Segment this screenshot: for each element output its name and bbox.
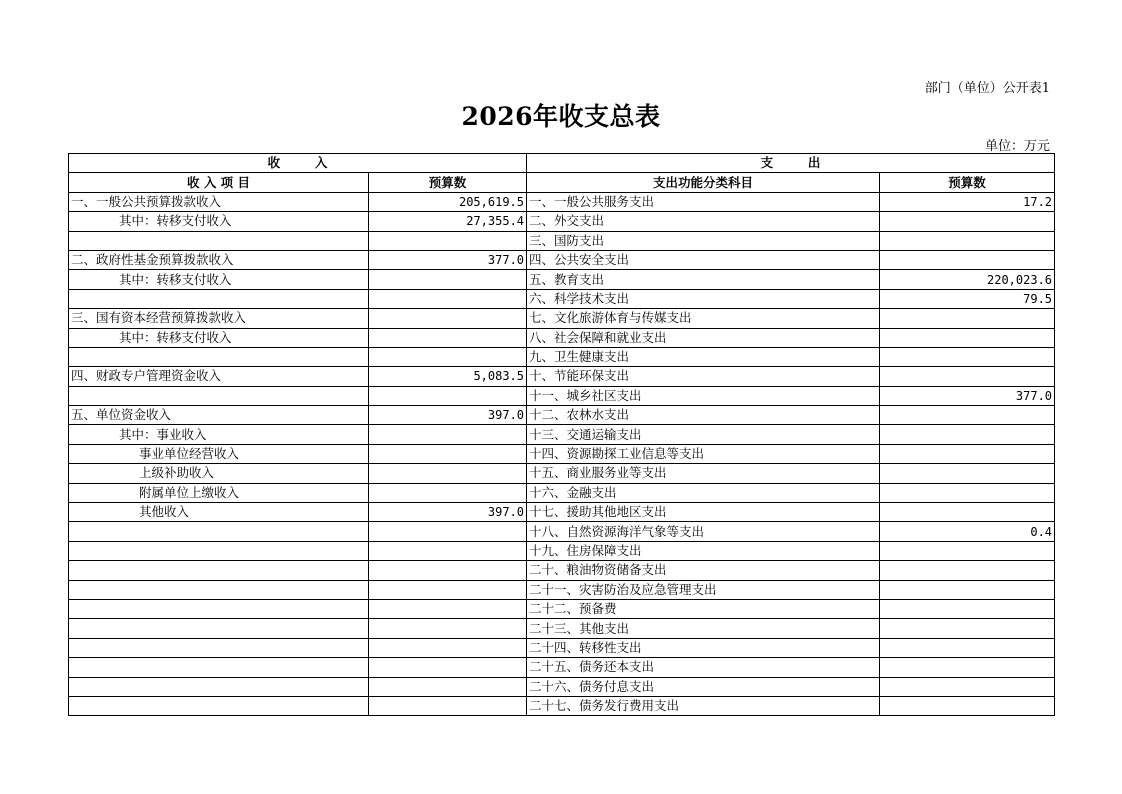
income-amount-cell: 397.0: [369, 503, 527, 522]
expense-item-cell: 十八、自然资源海洋气象等支出: [527, 522, 880, 541]
page-title: 2026年收支总表: [461, 102, 661, 131]
income-item-cell: 其中：转移支付收入: [69, 270, 369, 289]
table-row: [69, 406, 1055, 425]
income-amount-cell: [369, 483, 527, 502]
income-amount-cell: [369, 561, 527, 580]
income-amount-cell: [369, 347, 527, 366]
expense-amount-cell: [880, 658, 1055, 677]
income-item-cell: [69, 231, 369, 250]
expense-amount-cell: [880, 677, 1055, 696]
income-item-cell: [69, 658, 369, 677]
income-item-cell: [69, 580, 369, 599]
expense-amount-cell: [880, 696, 1055, 715]
table-row: [69, 619, 1055, 638]
expense-item-cell: 十三、交通运输支出: [527, 425, 880, 444]
income-amount-cell: [369, 696, 527, 715]
expense-item-cell: 十一、城乡社区支出: [527, 386, 880, 405]
expense-item-cell: 二十、粮油物资储备支出: [527, 561, 880, 580]
income-item-cell: [69, 541, 369, 560]
income-item-cell: [69, 289, 369, 308]
expense-amount-cell: [880, 561, 1055, 580]
expense-amount-cell: 377.0: [880, 386, 1055, 405]
income-amount-cell: 205,619.5: [369, 192, 527, 211]
expense-item-cell: 二十五、债务还本支出: [527, 658, 880, 677]
expense-amount-cell: [880, 309, 1055, 328]
expense-item-cell: 九、卫生健康支出: [527, 347, 880, 366]
expense-amount-cell: [880, 328, 1055, 347]
income-item-cell: 附属单位上缴收入: [69, 483, 369, 502]
income-item-cell: [69, 677, 369, 696]
expense-amount-header: 预算数: [880, 173, 1055, 192]
header-row-sections: [69, 154, 1055, 173]
expense-item-cell: 七、文化旅游体育与传媒支出: [527, 309, 880, 328]
expense-amount-cell: [880, 503, 1055, 522]
table-row: [69, 192, 1055, 211]
income-amount-cell: [369, 522, 527, 541]
table-row: [69, 638, 1055, 657]
table-row: [69, 677, 1055, 696]
income-amount-cell: [369, 464, 527, 483]
expense-item-cell: 十四、资源勘探工业信息等支出: [527, 444, 880, 463]
table-row: [69, 328, 1055, 347]
expense-item-cell: 十七、援助其他地区支出: [527, 503, 880, 522]
income-item-cell: [69, 347, 369, 366]
expense-amount-cell: [880, 541, 1055, 560]
income-item-cell: [69, 522, 369, 541]
expense-item-cell: 四、公共安全支出: [527, 250, 880, 269]
expense-item-cell: 二十六、债务付息支出: [527, 677, 880, 696]
income-item-cell: [69, 619, 369, 638]
income-item-cell: 五、单位资金收入: [69, 406, 369, 425]
expense-item-cell: 一、一般公共服务支出: [527, 192, 880, 211]
income-amount-cell: [369, 580, 527, 599]
expense-item-cell: 十、节能环保支出: [527, 367, 880, 386]
income-item-cell: [69, 638, 369, 657]
expense-item-cell: 八、社会保障和就业支出: [527, 328, 880, 347]
income-amount-cell: [369, 270, 527, 289]
table-row: [69, 599, 1055, 618]
expense-item-cell: 十五、商业服务业等支出: [527, 464, 880, 483]
table-row: [69, 270, 1055, 289]
table-row: [69, 367, 1055, 386]
table-row: [69, 386, 1055, 405]
income-amount-cell: [369, 444, 527, 463]
expense-item-cell: 十二、农林水支出: [527, 406, 880, 425]
income-section-header: 收 入: [69, 154, 527, 173]
income-amount-cell: 397.0: [369, 406, 527, 425]
expense-amount-cell: [880, 367, 1055, 386]
table-row: [69, 658, 1055, 677]
expense-item-cell: 二、外交支出: [527, 212, 880, 231]
expense-item-cell: 十六、金融支出: [527, 483, 880, 502]
income-amount-cell: [369, 328, 527, 347]
table-row: [69, 503, 1055, 522]
expense-amount-cell: [880, 425, 1055, 444]
income-item-cell: 事业单位经营收入: [69, 444, 369, 463]
table-row: [69, 347, 1055, 366]
table-row: [69, 212, 1055, 231]
expense-amount-cell: [880, 347, 1055, 366]
income-item-cell: 上级补助收入: [69, 464, 369, 483]
unit-label: 单位：万元: [984, 139, 1050, 154]
expense-item-header: 支出功能分类科目: [527, 173, 880, 192]
expense-amount-cell: 17.2: [880, 192, 1055, 211]
expense-amount-cell: [880, 464, 1055, 483]
income-amount-cell: [369, 425, 527, 444]
income-amount-cell: [369, 599, 527, 618]
table-row: [69, 580, 1055, 599]
income-amount-cell: [369, 231, 527, 250]
table-row: [69, 483, 1055, 502]
income-amount-cell: [369, 677, 527, 696]
expense-item-cell: 二十一、灾害防治及应急管理支出: [527, 580, 880, 599]
table-number-tag: 部门（单位）公开表1: [924, 81, 1050, 96]
income-amount-cell: [369, 386, 527, 405]
income-item-cell: [69, 696, 369, 715]
budget-summary-table: [68, 153, 1055, 716]
income-amount-cell: 27,355.4: [369, 212, 527, 231]
expense-item-cell: 五、教育支出: [527, 270, 880, 289]
table-body: [69, 192, 1055, 716]
income-item-cell: [69, 599, 369, 618]
expense-amount-cell: [880, 483, 1055, 502]
expense-item-cell: 三、国防支出: [527, 231, 880, 250]
income-amount-cell: [369, 638, 527, 657]
expense-amount-cell: [880, 619, 1055, 638]
expense-amount-cell: [880, 580, 1055, 599]
expense-amount-cell: 220,023.6: [880, 270, 1055, 289]
expense-item-cell: 二十四、转移性支出: [527, 638, 880, 657]
income-item-cell: 其中：转移支付收入: [69, 212, 369, 231]
income-item-cell: [69, 561, 369, 580]
table-row: [69, 425, 1055, 444]
expense-amount-cell: [880, 406, 1055, 425]
expense-amount-cell: [880, 231, 1055, 250]
income-item-cell: 其中：转移支付收入: [69, 328, 369, 347]
income-amount-cell: [369, 658, 527, 677]
income-item-cell: [69, 386, 369, 405]
table-row: [69, 522, 1055, 541]
expense-section-header: 支 出: [527, 154, 1055, 173]
table-row: [69, 289, 1055, 308]
table-row: [69, 541, 1055, 560]
income-amount-cell: [369, 309, 527, 328]
income-item-cell: 三、国有资本经营预算拨款收入: [69, 309, 369, 328]
expense-item-cell: 二十二、预备费: [527, 599, 880, 618]
table-row: [69, 464, 1055, 483]
income-amount-cell: [369, 289, 527, 308]
expense-amount-cell: [880, 638, 1055, 657]
income-item-cell: 其他收入: [69, 503, 369, 522]
income-amount-header: 预算数: [369, 173, 527, 192]
expense-item-cell: 六、科学技术支出: [527, 289, 880, 308]
expense-amount-cell: [880, 212, 1055, 231]
income-amount-cell: 5,083.5: [369, 367, 527, 386]
income-amount-cell: [369, 541, 527, 560]
expense-item-cell: 十九、住房保障支出: [527, 541, 880, 560]
table-row: [69, 309, 1055, 328]
table-row: [69, 250, 1055, 269]
expense-amount-cell: [880, 599, 1055, 618]
income-item-cell: 一、一般公共预算拨款收入: [69, 192, 369, 211]
table-row: [69, 444, 1055, 463]
income-item-cell: 四、财政专户管理资金收入: [69, 367, 369, 386]
income-item-cell: 其中：事业收入: [69, 425, 369, 444]
income-item-cell: 二、政府性基金预算拨款收入: [69, 250, 369, 269]
table-row: [69, 231, 1055, 250]
table-row: [69, 561, 1055, 580]
header-row-columns: [69, 173, 1055, 192]
expense-item-cell: 二十三、其他支出: [527, 619, 880, 638]
income-amount-cell: 377.0: [369, 250, 527, 269]
expense-amount-cell: 79.5: [880, 289, 1055, 308]
income-amount-cell: [369, 619, 527, 638]
expense-amount-cell: 0.4: [880, 522, 1055, 541]
expense-amount-cell: [880, 444, 1055, 463]
table-row: [69, 696, 1055, 715]
expense-amount-cell: [880, 250, 1055, 269]
expense-item-cell: 二十七、债务发行费用支出: [527, 696, 880, 715]
income-item-header: 收 入 项 目: [69, 173, 369, 192]
